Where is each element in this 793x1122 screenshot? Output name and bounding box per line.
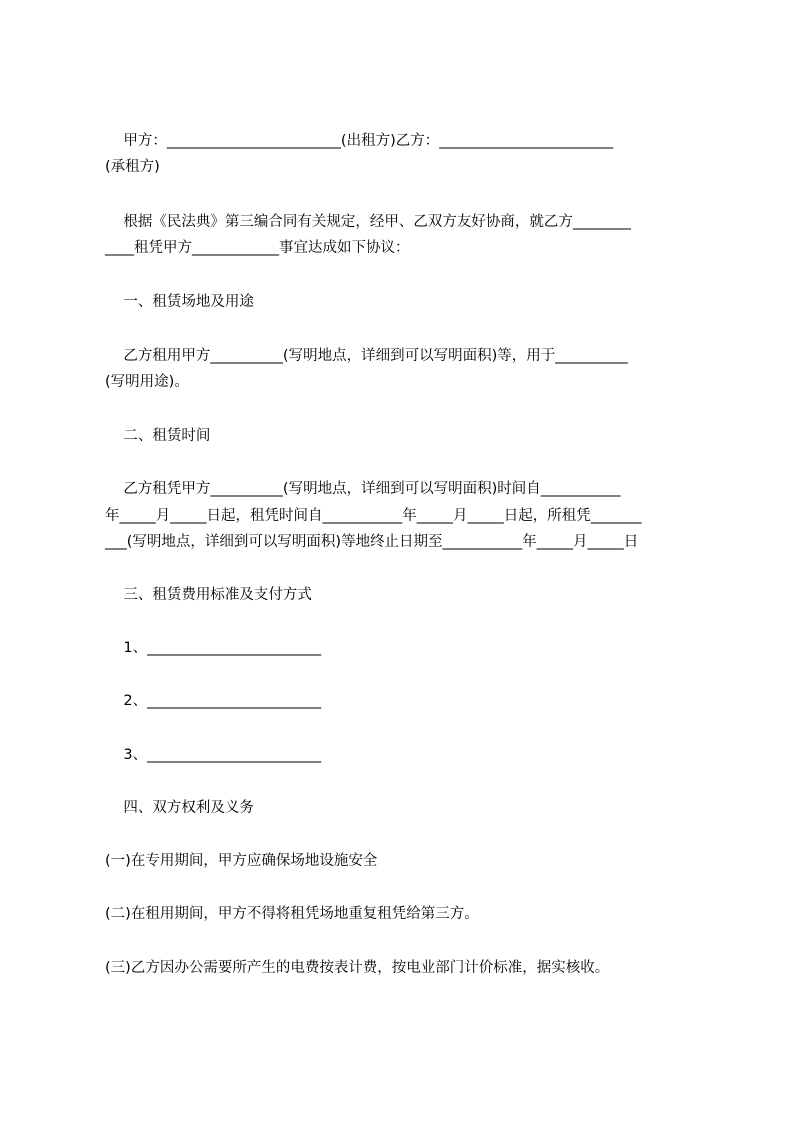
section-4-item-1: (一)在专用期间，甲方应确保场地设施安全 <box>105 853 378 869</box>
section-1-line-2: (写明用途)。 <box>105 374 189 390</box>
section-4-item-2: (二)在租用期间，甲方不得将租凭场地重复租凭给第三方。 <box>105 906 479 922</box>
section-2-line-2: 年_____月_____日起，租凭时间自___________年_____月_____日起，所租凭_______ <box>105 508 642 524</box>
section-1-heading: 一、租赁场地及用途 <box>105 294 254 310</box>
parties-line-1: 甲方：________________________(出租方)乙方：________________________ <box>105 133 614 149</box>
section-4-item-3: (三)乙方因办公需要所产生的电费按表计费，按电业部门计价标准，据实核收。 <box>105 960 610 976</box>
intro-line-1: 根据《民法典》第三编合同有关规定，经甲、乙双方友好协商，就乙方________ <box>105 214 631 230</box>
section-1-line-1: 乙方租用甲方__________(写明地点，详细到可以写明面积)等，用于__________ <box>105 348 628 364</box>
section-4-heading: 四、双方权利及义务 <box>105 800 254 816</box>
intro-line-2: ____租凭甲方____________事宜达成如下协议： <box>105 240 410 256</box>
section-2-line-3: ___(写明地点，详细到可以写明面积)等地终止日期至___________年_____月_____日 <box>105 534 639 550</box>
section-3-item-1: 1、________________________ <box>105 640 322 656</box>
section-2-line-1: 乙方租凭甲方__________(写明地点，详细到可以写明面积)时间自___________ <box>105 481 621 497</box>
section-3-item-3: 3、________________________ <box>105 747 322 763</box>
section-3-item-2: 2、________________________ <box>105 693 322 709</box>
parties-line-2: (承租方) <box>105 159 160 175</box>
section-3-heading: 三、租赁费用标准及支付方式 <box>105 587 312 603</box>
section-2-heading: 二、租赁时间 <box>105 428 211 444</box>
